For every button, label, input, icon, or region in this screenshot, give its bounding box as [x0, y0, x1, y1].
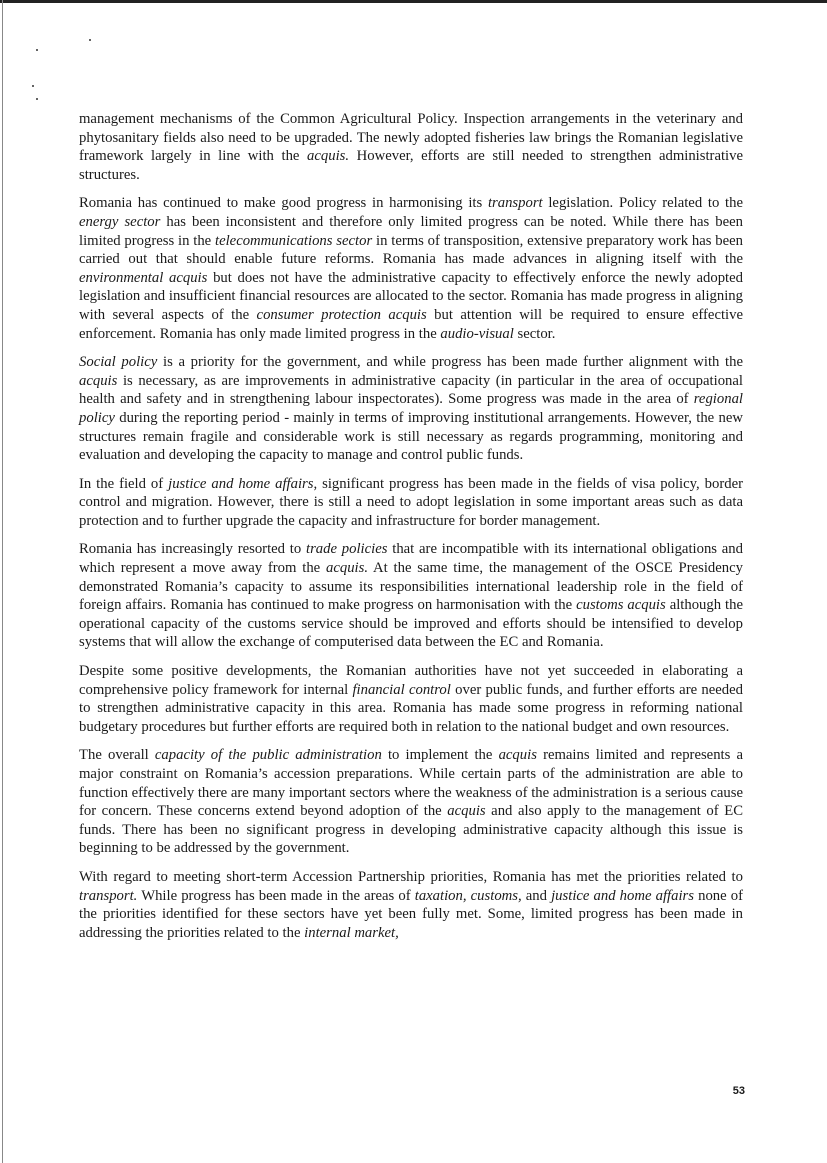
- text-run: At the same time, the management of the OSCE Presidency demonstrated Romania’s capacity to assume its responsibilities international leadership role in the field of foreign affairs. Romania has continued to make progress on harmonisation with the: [79, 560, 744, 614]
- italic-term: acquis: [447, 803, 486, 820]
- text-run: although the operational capacity of the customs service should be improved and efforts should be intensified to develop systems that will allow the exchange of computerised data between the EC and Romania.: [79, 597, 743, 651]
- text-run: The overall: [79, 747, 155, 764]
- italic-term: customs acquis: [576, 597, 666, 614]
- page-body: [79, 110, 743, 952]
- text-run: is a priority for the government, and while progress has been made further alignment with the: [157, 354, 743, 371]
- page-number: 53: [732, 1085, 745, 1097]
- paragraph: [79, 662, 743, 736]
- italic-term: financial control: [352, 681, 451, 698]
- paragraph: [79, 353, 743, 465]
- text-run: and: [521, 887, 552, 904]
- paragraph: [79, 746, 743, 858]
- scan-speck: [89, 39, 91, 41]
- text-run: sector.: [513, 325, 556, 342]
- italic-term: internal market,: [304, 924, 399, 941]
- text-run: none of the priorities identified for these sectors have yet been fully met. Some, limited progress has been made in addressing the priorities related to the: [79, 887, 743, 941]
- italic-term: trade policies: [306, 541, 388, 558]
- left-scan-border: [2, 0, 3, 1163]
- scan-speck: [36, 98, 38, 100]
- text-run: has been inconsistent and therefore only limited progress can be noted. While there has been limited progress in the: [79, 213, 743, 249]
- text-run: management mechanisms of the Common Agricultural Policy. Inspection arrangements in the veterinary and phytosanitary fields also need to be upgraded. The newly adopted fisheries law brings the Romanian legislative framework largely in line with the: [79, 111, 743, 165]
- italic-term: telecommunications sector: [215, 232, 373, 249]
- paragraph: [79, 475, 743, 531]
- text-run: during the reporting period - mainly in terms of improving institutional arrangements. However, the new structures remain fragile and considerable work is still necessary as regards programming, monitoring and evaluation and developing the capacity to manage and control public funds.: [79, 409, 743, 464]
- paragraph: [79, 540, 743, 652]
- text-run: Despite some positive developments, the Romanian authorities have not yet succeeded in elaborating a comprehensive policy framework for internal: [79, 663, 743, 698]
- text-run: in terms of transposition, extensive preparatory work has been carried out that should enable future reforms. Romania has made advances in aligning itself with the: [79, 232, 743, 268]
- text-run: Romania has continued to make good progress in harmonising its: [79, 195, 488, 212]
- italic-term: acquis.: [326, 560, 369, 577]
- text-run: is necessary, as are improvements in administrative capacity (in particular in the area of occupational health and safety and in strengthening labour inspectorates). Some progress was made in the area of: [79, 372, 743, 408]
- text-run: that are incompatible with its international obligations and which represent a move away from the: [79, 541, 743, 577]
- italic-term: acquis.: [307, 148, 350, 165]
- paragraph: [79, 194, 743, 343]
- italic-term: consumer protection acquis: [256, 306, 427, 323]
- italic-term: justice and home affairs: [551, 887, 694, 904]
- italic-term: acquis: [79, 372, 118, 389]
- italic-term: transport.: [79, 887, 138, 904]
- italic-term: justice and home affairs: [168, 475, 314, 492]
- text-run: With regard to meeting short-term Accession Partnership priorities, Romania has met the priorities related to: [79, 868, 743, 885]
- text-run: over public funds, and further efforts are needed to strengthen administrative capacity in this area. Romania has made some progress in reforming national budgetary procedures but further efforts are required both in relation to the national budget and own resources.: [79, 681, 743, 735]
- paragraph: [79, 868, 743, 942]
- text-run: , significant progress has been made in the fields of visa policy, border control and migration. However, there is still a need to adopt legislation in some important areas such as data protection and to further upgrade the capacity and infrastructure for border management.: [79, 475, 743, 529]
- top-scan-border: [0, 0, 827, 3]
- scan-speck: [36, 49, 38, 51]
- text-run: and also apply to the management of EC funds. There has been no significant progress in developing administrative capacity although this issue is beginning to be addressed by the government.: [79, 803, 743, 857]
- italic-term: audio-visual: [440, 325, 514, 342]
- text-run: However, efforts are still needed to strengthen administrative structures.: [79, 148, 743, 183]
- text-run: legislation. Policy related to the: [542, 195, 743, 212]
- text-run: but does not have the administrative capacity to effectively enforce the newly adopted legislation and insufficient financial resources are allocated to the sector. Romania has made progress in aligning with several aspects of the: [79, 269, 743, 323]
- italic-term: environmental acquis: [79, 269, 208, 286]
- italic-term: energy sector: [79, 213, 161, 230]
- italic-term: acquis: [498, 747, 537, 764]
- scan-speck: [32, 85, 34, 87]
- italic-term: Social policy: [79, 354, 158, 371]
- italic-term: taxation, customs,: [414, 887, 522, 904]
- italic-term: capacity of the public administration: [154, 747, 382, 764]
- text-run: remains limited and represents a major constraint on Romania’s accession preparations. While certain parts of the administration are able to function effectively there are many important sectors where the weakness of the administration is a serious cause for concern. These concerns extend beyond adoption of the: [79, 747, 743, 820]
- italic-term: transport: [487, 195, 543, 212]
- text-run: In the field of: [79, 475, 169, 492]
- text-run: to implement the: [381, 747, 499, 764]
- italic-term: regional policy: [79, 391, 743, 426]
- text-run: Romania has increasingly resorted to: [79, 541, 306, 558]
- paragraph: [79, 110, 743, 184]
- text-run: but attention will be required to ensure effective enforcement. Romania has only made limited progress in the: [79, 306, 743, 342]
- text-run: While progress has been made in the areas of: [137, 887, 415, 904]
